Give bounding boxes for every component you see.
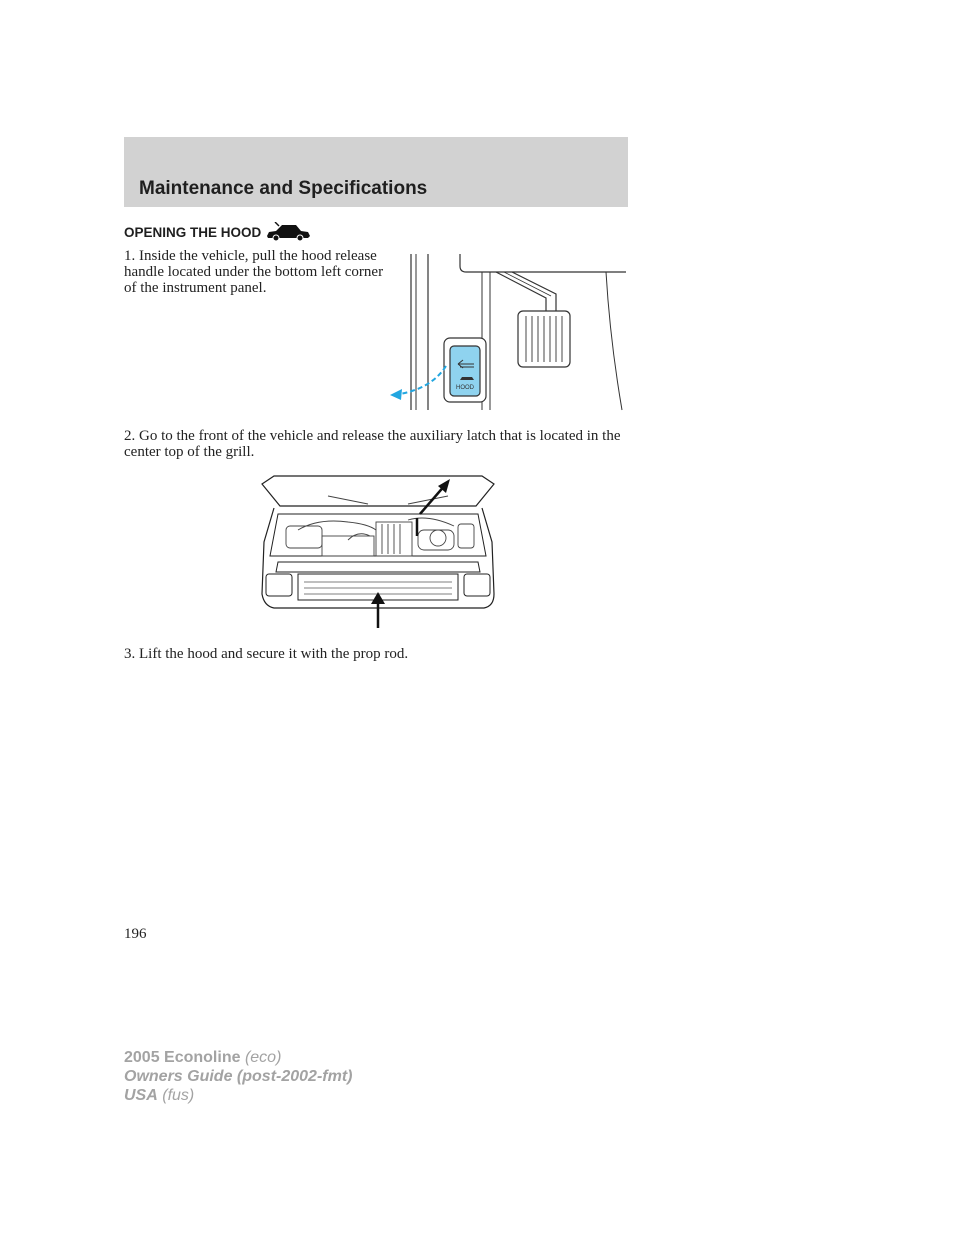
footer-model-code: (eco) [244, 1049, 282, 1066]
hood-car-icon [265, 222, 311, 242]
page-number: 196 [124, 926, 147, 942]
footer-line-3 [124, 1086, 352, 1105]
hood-label: HOOD [456, 385, 474, 391]
subheading [124, 222, 311, 242]
footer-market: USA [124, 1087, 158, 1104]
release-arrow-icon [400, 366, 446, 394]
footer-model: 2005 Econoline [124, 1049, 241, 1066]
footer-market-code: (fus) [162, 1087, 195, 1104]
step-1-text: 1. Inside the vehicle, pull the hood release handle located under the bottom left corner of the instrument panel. [124, 248, 384, 296]
engine-latch-figure [258, 474, 498, 630]
section-title: Maintenance and Specifications [139, 178, 428, 199]
subheading-text: OPENING THE HOOD [124, 224, 262, 240]
footer-line-2: Owners Guide (post-2002-fmt) [124, 1068, 353, 1085]
step-3-text: 3. Lift the hood and secure it with the prop rod. [124, 646, 409, 662]
hood-release-figure [386, 250, 626, 412]
footer [124, 1048, 352, 1105]
step-2-text: 2. Go to the front of the vehicle and release the auxiliary latch that is located in the center top of the grill. [124, 428, 621, 460]
footer-line-1 [124, 1048, 352, 1067]
